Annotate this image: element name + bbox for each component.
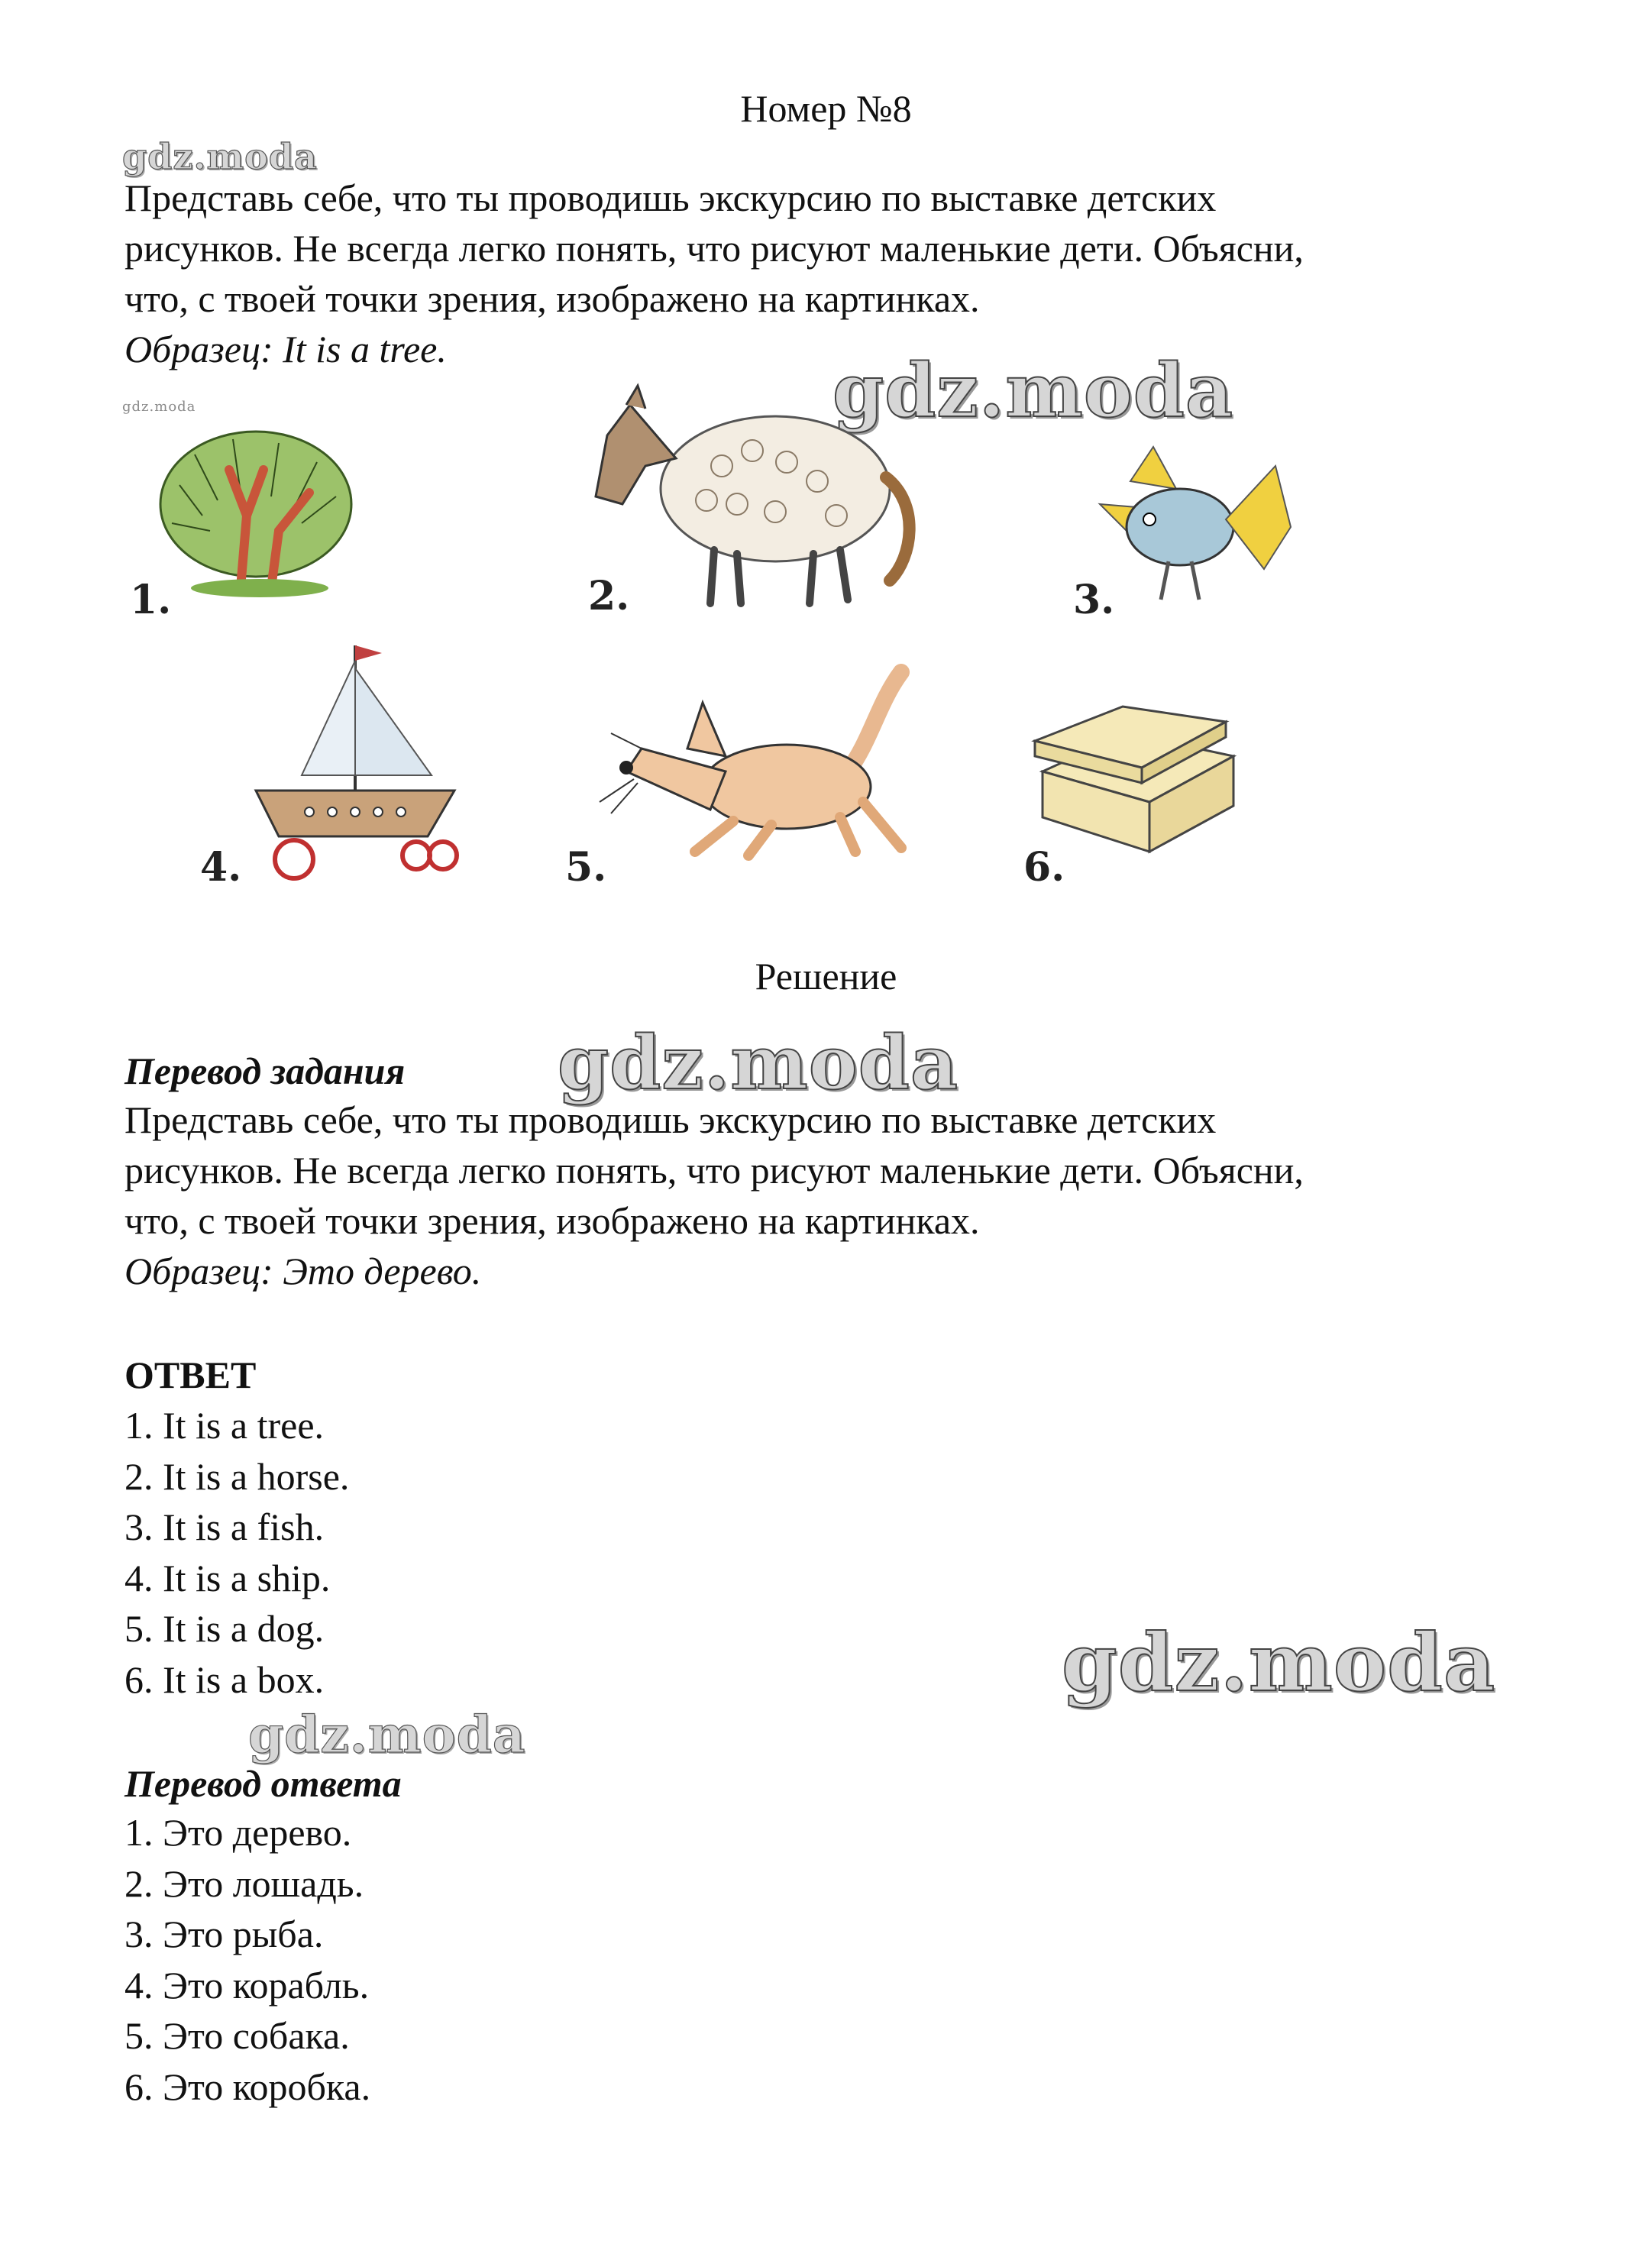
tree-icon (149, 424, 363, 600)
cat-dog-icon (596, 657, 924, 871)
list-item: 4. Это корабль. (124, 1963, 370, 2007)
task-line: Представь себе, что ты проводишь экскурсию по выставке детских (124, 176, 1217, 219)
list-item: 3. Это рыба. (124, 1913, 324, 1955)
list-item: 1. It is a tree. (124, 1404, 325, 1447)
watermark: gdz.moda (122, 399, 196, 415)
translation-text (124, 1095, 1537, 1296)
task-line: рисунков. Не всегда легко понять, что рисуют маленькие дети. Объясни, (124, 227, 1304, 270)
picture-label: 3. (1073, 577, 1115, 623)
list-item: 4. It is a ship. (124, 1556, 331, 1599)
picture-label: 1. (130, 577, 172, 623)
list-item: 1. Это дерево. (124, 1811, 352, 1854)
list-item: 3. It is a fish. (124, 1505, 325, 1548)
translation-sample: Образец: Это дерево. (124, 1250, 482, 1292)
answer-list (124, 1400, 349, 1705)
ship-on-wheels-icon (248, 638, 462, 882)
box-icon (1027, 703, 1249, 855)
watermark: gdz.moda (122, 136, 318, 177)
translation-heading: Перевод задания (124, 1049, 406, 1092)
task-text (124, 173, 1537, 374)
translation-line: что, с твоей точки зрения, изображено на картинках. (124, 1199, 980, 1242)
task-line: что, с твоей точки зрения, изображено на картинках. (124, 277, 980, 320)
list-item: 6. It is a box. (124, 1657, 325, 1701)
bird-fish-icon (1085, 435, 1298, 619)
list-item: 5. It is a dog. (124, 1607, 325, 1650)
list-item: 5. Это собака. (124, 2014, 350, 2057)
picture-label: 5. (565, 844, 607, 891)
picture-label: 6. (1023, 844, 1065, 891)
watermark: gdz.moda (1062, 1615, 1496, 1709)
list-item: 2. It is a horse. (124, 1454, 350, 1498)
translation-line: рисунков. Не всегда легко понять, что рисуют маленькие дети. Объясни, (124, 1149, 1304, 1192)
list-item: 6. Это коробка. (124, 2065, 371, 2108)
translation-line: Представь себе, что ты проводишь экскурсию по выставке детских (124, 1098, 1217, 1141)
picture-label: 2. (588, 573, 630, 619)
watermark: gdz.moda (832, 348, 1234, 434)
watermark: gdz.moda (558, 1020, 959, 1106)
sheep-horse-icon (584, 374, 928, 611)
list-item: 2. Это лошадь. (124, 1861, 364, 1905)
answer-translation-heading: Перевод ответа (124, 1762, 402, 1805)
picture-label: 4. (200, 844, 242, 891)
answer-heading: ОТВЕТ (124, 1353, 257, 1396)
page-title: Номер №8 (740, 87, 912, 130)
task-sample: Образец: It is a tree. (124, 328, 447, 370)
answer-translation-list (124, 1807, 370, 2112)
watermark: gdz.moda (248, 1705, 526, 1764)
solution-title: Решение (755, 955, 897, 998)
